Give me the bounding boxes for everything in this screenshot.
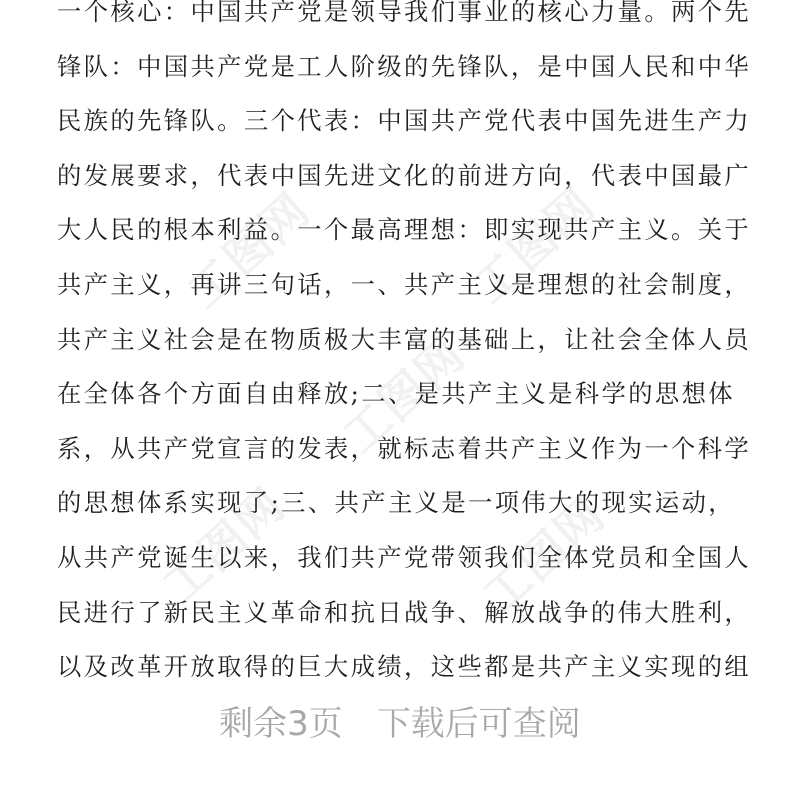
text-line: 锋队：中国共产党是工人阶级的先锋队，是中国人民和中华 [57, 51, 752, 81]
text-line: 在全体各个方面自由释放;二、是共产主义是科学的思想体 [57, 379, 736, 409]
download-to-view-label: 下载后可查阅 [376, 704, 581, 744]
watermark-logo: 工图网 [462, 176, 606, 314]
text-line: 的思想体系实现了;三、共产主义是一项伟大的现实运动， [57, 488, 736, 518]
text-line: 以及改革开放取得的巨大成绩，这些都是共产主义实现的组 [57, 652, 752, 682]
watermark-logo: 工图网 [152, 476, 296, 614]
text-line: 共产主义，再讲三句话，一、共产主义是理想的社会制度， [57, 269, 752, 299]
text-line: 系，从共产党宣言的发表，就标志着共产主义作为一个科学 [57, 433, 752, 463]
text-line: 民族的先锋队。三个代表：中国共产党代表中国先进生产力 [57, 106, 752, 136]
document-body [57, 0, 757, 695]
remaining-pages-label: 剩余3页 [219, 704, 343, 744]
download-prompt-banner[interactable] [0, 700, 800, 748]
watermark-logo: 工图网 [472, 486, 616, 624]
text-line: 一个核心：中国共产党是领导我们事业的核心力量。两个先 [57, 0, 752, 26]
watermark-logo: 工图网 [177, 181, 321, 319]
text-line: 从共产党诞生以来，我们共产党带领我们全体党员和全国人 [57, 542, 752, 572]
text-line: 大人民的根本利益。一个最高理想：即实现共产主义。关于 [57, 215, 752, 245]
text-line: 民进行了新民主义革命和抗日战争、解放战争的伟大胜利， [57, 597, 752, 627]
text-line: 共产主义社会是在物质极大丰富的基础上，让社会全体人员 [57, 324, 752, 354]
watermark-logo: 工图网 [332, 326, 476, 464]
text-line: 的发展要求，代表中国先进文化的前进方向，代表中国最广 [57, 160, 752, 190]
